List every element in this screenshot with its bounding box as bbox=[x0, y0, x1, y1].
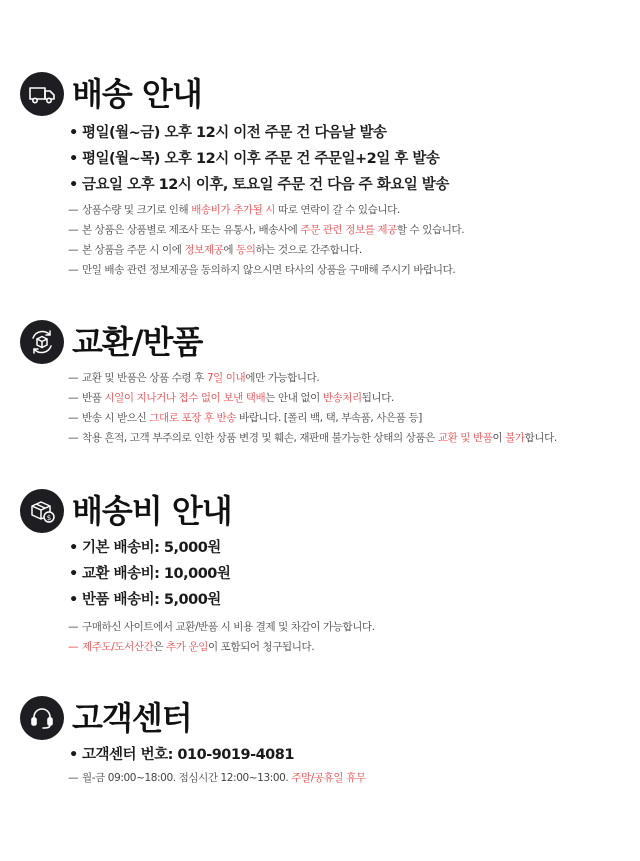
note-text: 는 안내 없이 bbox=[265, 392, 323, 404]
note-text: 반품 bbox=[82, 392, 105, 404]
fee-bullet: • 기본 배송비: 5,000원 bbox=[0, 535, 640, 561]
note-text: 은 bbox=[153, 641, 167, 653]
fee-header bbox=[0, 487, 640, 535]
fee-section bbox=[0, 487, 640, 657]
fee-bullet: • 교환 배송비: 10,000원 bbox=[0, 561, 640, 587]
note-text: 이 포함되어 청구됩니다. bbox=[207, 641, 315, 653]
note-text: 이 bbox=[492, 432, 506, 444]
note-dash: — bbox=[68, 641, 79, 653]
shipping-notes bbox=[0, 200, 640, 280]
exchange-note bbox=[0, 368, 640, 388]
note-text: 교환 및 반품은 상품 수령 후 bbox=[82, 372, 207, 384]
note-text: 합니다. bbox=[524, 432, 557, 444]
note-dash: — bbox=[68, 412, 79, 424]
note-dash: — bbox=[68, 244, 79, 256]
note-highlight: 배송비가 추가될 시 bbox=[191, 204, 276, 216]
fee-bullet-list bbox=[0, 535, 640, 613]
exchange-note bbox=[0, 388, 640, 408]
truck-icon bbox=[20, 72, 64, 116]
fee-notes bbox=[0, 617, 640, 657]
note-dash: — bbox=[68, 772, 79, 784]
note-highlight: 그대로 포장 후 반송 bbox=[149, 412, 237, 424]
shipping-section bbox=[0, 70, 640, 280]
note-text: 월-금 09:00~18:00. 점심시간 12:00~13:00. bbox=[82, 772, 292, 784]
shipping-note bbox=[0, 260, 640, 280]
fee-bullet: • 반품 배송비: 5,000원 bbox=[0, 587, 640, 613]
return-box-icon bbox=[20, 320, 64, 364]
exchange-note bbox=[0, 428, 640, 448]
note-text: 에만 가능합니다. bbox=[245, 372, 320, 384]
headset-icon bbox=[20, 696, 64, 740]
exchange-note bbox=[0, 408, 640, 428]
shipping-header bbox=[0, 70, 640, 118]
note-highlight: 제주도/도서산간 bbox=[82, 641, 154, 653]
note-text: 상품수량 및 크기로 인해 bbox=[82, 204, 192, 216]
note-dash: — bbox=[68, 621, 79, 633]
note-text: 착용 흔적, 고객 부주의로 인한 상품 변경 및 훼손, 재판매 불가능한 상태의 상품은 bbox=[82, 432, 438, 444]
shipping-bullet: • 금요일 오후 12시 이후, 토요일 주문 건 다음 주 화요일 발송 bbox=[0, 172, 640, 198]
shipping-bullet: • 평일(월~금) 오후 12시 이전 주문 건 다음날 발송 bbox=[0, 120, 640, 146]
support-hours-note bbox=[0, 768, 640, 788]
note-highlight: 시일이 지나거나 접수 없이 보낸 택배 bbox=[104, 392, 266, 404]
note-text: 본 상품은 상품별로 제조사 또는 유통사, 배송사에 bbox=[82, 224, 301, 236]
svg-text:$: $ bbox=[46, 514, 52, 522]
note-dash: — bbox=[68, 224, 79, 236]
note-text: 하는 것으로 간주합니다. bbox=[255, 244, 362, 256]
fee-note bbox=[0, 617, 640, 637]
box-coin-icon bbox=[20, 489, 64, 533]
support-notes bbox=[0, 768, 640, 788]
note-highlight: 반송처리 bbox=[322, 392, 362, 404]
note-text: 바랍니다. [폴리 백, 택, 부속품, 사은품 등] bbox=[236, 412, 422, 424]
shipping-bullet: • 평일(월~목) 오후 12시 이후 주문 건 주문일+2일 후 발송 bbox=[0, 146, 640, 172]
note-highlight: 주말/공휴일 휴무 bbox=[291, 772, 366, 784]
note-highlight: 7일 이내 bbox=[206, 372, 246, 384]
note-text: 할 수 있습니다. bbox=[396, 224, 465, 236]
shipping-bullet-list bbox=[0, 120, 640, 198]
support-header bbox=[0, 694, 640, 742]
note-dash: — bbox=[68, 264, 79, 276]
note-highlight: 추가 운임 bbox=[166, 641, 208, 653]
fee-title: 배송비 안내 bbox=[72, 492, 232, 530]
exchange-header bbox=[0, 318, 640, 366]
exchange-title: 교환/반품 bbox=[72, 323, 203, 361]
note-text: 만일 배송 관련 정보제공을 동의하지 않으시면 타사의 상품을 구매해 주시기 바랍니다. bbox=[82, 264, 456, 276]
note-highlight: 불가 bbox=[505, 432, 525, 444]
support-title: 고객센터 bbox=[72, 699, 192, 737]
support-bullet-list bbox=[0, 742, 640, 768]
note-dash: — bbox=[68, 392, 79, 404]
note-highlight: 교환 및 반품 bbox=[437, 432, 493, 444]
fee-note bbox=[0, 637, 640, 657]
support-section bbox=[0, 694, 640, 788]
note-text: 에 bbox=[223, 244, 237, 256]
shipping-note bbox=[0, 240, 640, 260]
note-text: 따로 연락이 갈 수 있습니다. bbox=[275, 204, 400, 216]
note-highlight: 동의 bbox=[236, 244, 256, 256]
note-text: 본 상품을 주문 시 이에 bbox=[82, 244, 185, 256]
note-highlight: 주문 관련 정보를 제공 bbox=[300, 224, 397, 236]
note-highlight: 정보제공 bbox=[184, 244, 224, 256]
shipping-note bbox=[0, 200, 640, 220]
note-dash: — bbox=[68, 372, 79, 384]
note-text: 구매하신 사이트에서 교환/반품 시 비용 결제 및 차감이 가능합니다. bbox=[82, 621, 375, 633]
note-text: 됩니다. bbox=[361, 392, 394, 404]
shipping-note bbox=[0, 220, 640, 240]
exchange-notes bbox=[0, 368, 640, 448]
shipping-title: 배송 안내 bbox=[72, 75, 202, 113]
note-dash: — bbox=[68, 432, 79, 444]
support-phone: • 고객센터 번호: 010-9019-4081 bbox=[0, 742, 640, 768]
exchange-section bbox=[0, 318, 640, 448]
note-dash: — bbox=[68, 204, 79, 216]
note-text: 반송 시 받으신 bbox=[82, 412, 150, 424]
